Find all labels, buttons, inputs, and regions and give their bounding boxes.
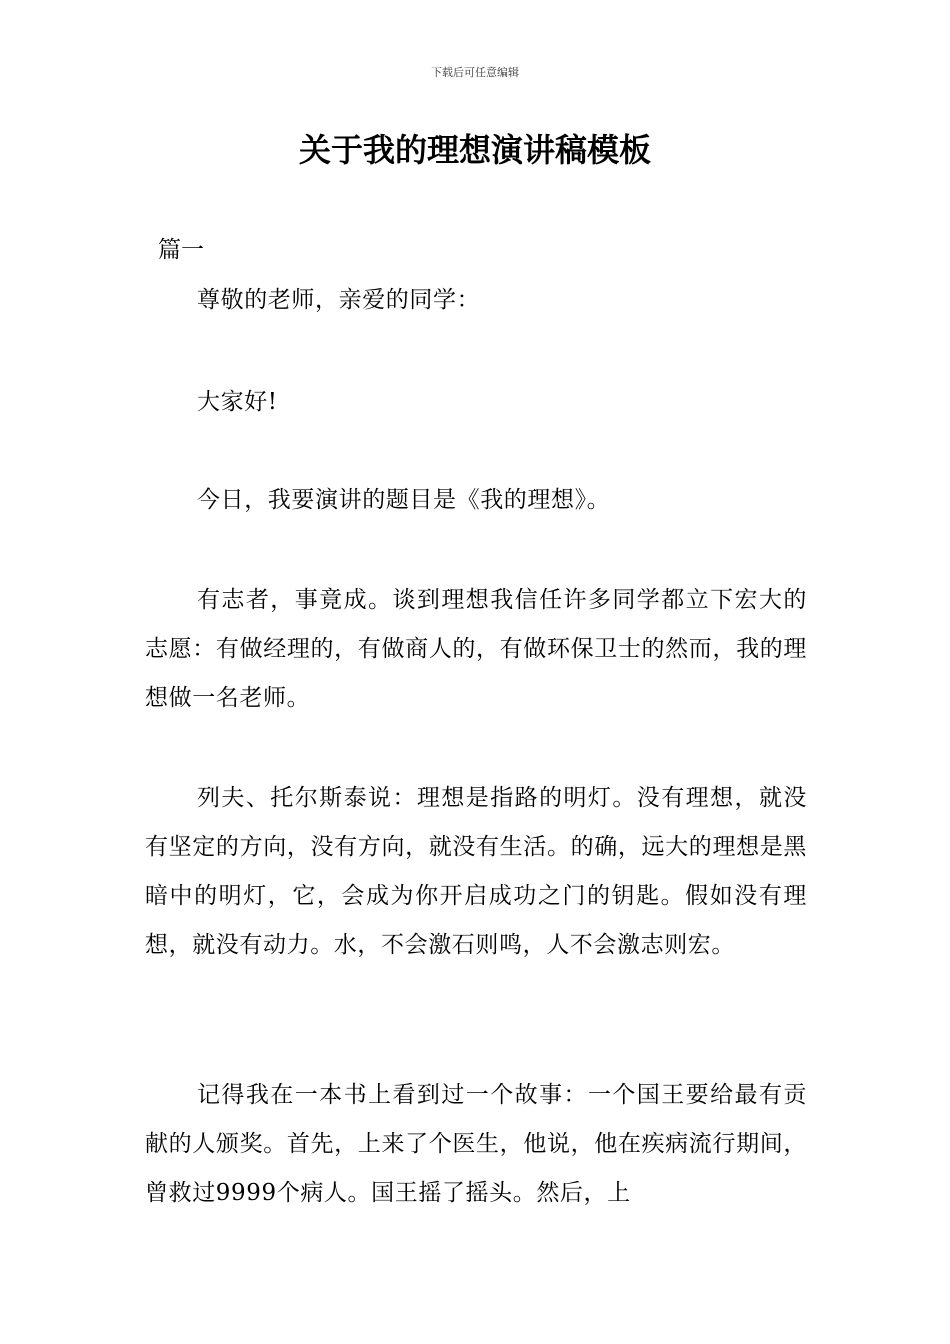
header-note: 下载后可任意编辑 bbox=[431, 66, 519, 79]
paragraph-body: 记得我在一本书上看到过一个故事：一个国王要给最有贡献的人颁奖。首先，上来了个医生，他说，他在疾病流行期间，曾救过9999个病人。国王摇了摇头。然后，上 bbox=[145, 1082, 807, 1206]
section-label: 篇一 bbox=[158, 237, 204, 263]
paragraph-body: 有志者，事竟成。谈到理想我信任许多同学都立下宏大的志愿：有做经理的，有做商人的，有做环保卫士的然而，我的理想做一名老师。 bbox=[145, 587, 807, 711]
paragraph-body: 列夫、托尔斯泰说：理想是指路的明灯。没有理想，就没有坚定的方向，没有方向，就没有生活。的确，远大的理想是黑暗中的明灯，它，会成为你开启成功之门的钥匙。假如没有理想，就没有动力。水，不会激石则鸣，人不会激志则宏。 bbox=[145, 785, 807, 958]
paragraph-topic: 今日，我要演讲的题目是《我的理想》。 bbox=[197, 487, 611, 513]
paragraph-salutation: 尊敬的老师，亲爱的同学： bbox=[197, 287, 481, 313]
paragraph-greeting: 大家好! bbox=[197, 389, 278, 415]
document-title: 关于我的理想演讲稿模板 bbox=[298, 131, 651, 169]
